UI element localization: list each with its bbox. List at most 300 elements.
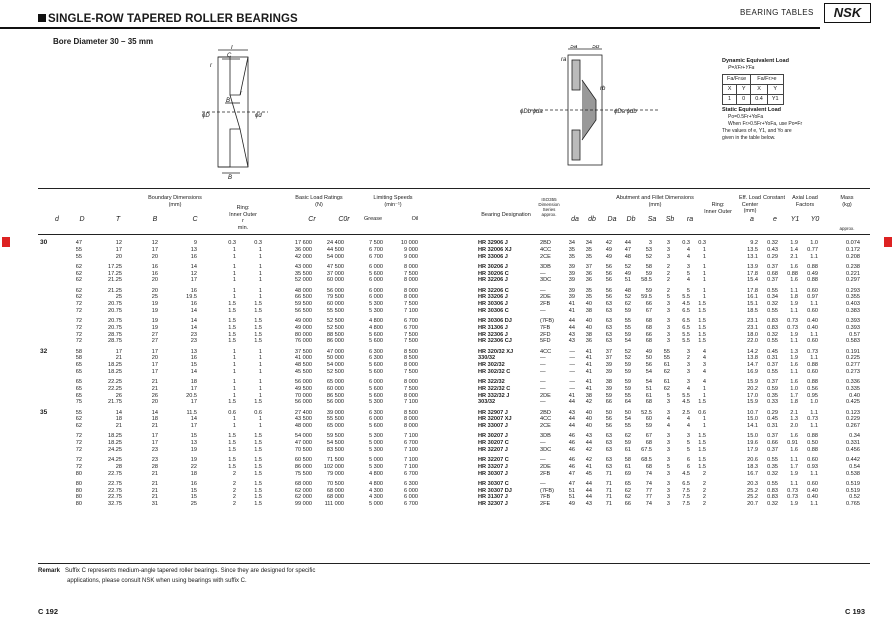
cell-D: 58 <box>75 355 82 362</box>
cell-Sb: 5 <box>666 294 670 301</box>
cell-T: 24.25 <box>108 446 122 453</box>
bearing-designation: HR 32306 CJ <box>478 338 512 345</box>
cell-B: 25 <box>151 294 158 301</box>
cell-a: 14.1 <box>747 423 758 429</box>
cell-o: 7 100 <box>404 457 418 463</box>
cell-Db: 54 <box>624 416 631 423</box>
cell-o: 7 500 <box>404 301 418 307</box>
cell-Y1: 1.9 <box>790 240 798 246</box>
label-T: T <box>230 45 234 51</box>
cell-Sa: 68.5 <box>641 457 652 463</box>
cell-Y0: 0.50 <box>807 440 818 446</box>
cell-ra1: 4 <box>686 416 690 423</box>
cell-db: 43 <box>585 433 592 440</box>
label-rb: rb <box>600 86 606 92</box>
cell-T: 18.25 <box>108 440 122 446</box>
cell-B: 16 <box>151 270 158 277</box>
cell-e: 0.45 <box>767 348 778 355</box>
cell-iso: 2DE <box>540 294 551 301</box>
cell-C0r: 102 000 <box>323 463 344 470</box>
cell-Cr: 99 000 <box>294 501 312 507</box>
cell-a: 25.2 <box>747 494 758 501</box>
bearing-designation: HR 322/32 <box>478 379 505 385</box>
cell-B: 26 <box>151 392 158 399</box>
cell-Y0: 1.1 <box>810 470 818 477</box>
cell-r2: 1 <box>258 270 262 277</box>
cell-Da: 63 <box>605 324 612 331</box>
cell-da: 43 <box>568 409 575 416</box>
cell-D: 62 <box>75 294 82 301</box>
cell-ra1: 3 <box>686 348 690 355</box>
cell-e: 0.55 <box>767 368 778 375</box>
cell-Cr: 56 000 <box>294 379 312 385</box>
bearing-designation: HR 30206 J <box>478 263 508 270</box>
cell-Cr: 49 000 <box>294 324 312 331</box>
cell-m: 0.238 <box>846 263 860 270</box>
cell-C: 9 <box>193 240 197 246</box>
cell-B: 12 <box>151 240 158 246</box>
cell-db: 44 <box>585 494 592 501</box>
bearing-designation: HR 302/32 <box>478 362 505 368</box>
cell-Cr: 17 600 <box>294 240 312 246</box>
cell-e: 0.59 <box>767 385 778 392</box>
cell-e: 0.34 <box>767 294 778 301</box>
cell-D: 62 <box>75 287 82 294</box>
cell-Sa: 68 <box>645 318 652 324</box>
cell-e: 0.37 <box>767 379 778 385</box>
cell-r2: 1.5 <box>254 318 262 324</box>
cell-ra2: 1 <box>702 287 706 294</box>
cell-db: 45 <box>585 470 592 477</box>
bearing-designation: HR 31307 J <box>478 494 508 501</box>
cell-Y1: 1.8 <box>790 294 798 301</box>
cell-Da: 42 <box>605 240 612 246</box>
cell-a: 17.0 <box>747 392 758 399</box>
cell-da: 51 <box>568 487 575 494</box>
cell-Sb: 2 <box>666 270 670 277</box>
cell-db: 40 <box>585 423 592 429</box>
cell-Sb: 3 <box>666 501 670 507</box>
cell-ra2: 1 <box>702 416 706 423</box>
cell-Cr: 49 500 <box>294 385 312 392</box>
cell-o: 8 000 <box>404 294 418 301</box>
cell-B: 14 <box>151 409 158 416</box>
cell-r2: 1 <box>258 263 262 270</box>
cell-a: 19.6 <box>747 440 758 446</box>
cell-T: 22.25 <box>108 385 122 392</box>
cell-Db: 52 <box>624 348 631 355</box>
cell-g: 5 300 <box>369 446 383 453</box>
cell-r2: 1.5 <box>254 324 262 331</box>
cell-g: 5 600 <box>369 385 383 392</box>
cell-r2: 1 <box>258 277 262 284</box>
cell-r2: 1 <box>258 423 262 429</box>
cell-D: 80 <box>75 501 82 507</box>
cell-ra2: 1.5 <box>698 446 706 453</box>
cell-da: 35 <box>568 253 575 260</box>
cell-r1: 1.5 <box>228 331 236 338</box>
bearing-designation: HR 30206 C <box>478 270 509 277</box>
cell-Y0: 1.1 <box>810 409 818 416</box>
cell-B: 20 <box>151 287 158 294</box>
cell-e: 0.35 <box>767 392 778 399</box>
cell-e: 0.32 <box>767 331 778 338</box>
cell-db: 41 <box>585 348 592 355</box>
cell-D: 55 <box>75 246 82 253</box>
cell-Y0: 0.60 <box>807 368 818 375</box>
cell-r2: 1.5 <box>254 331 262 338</box>
cell-Y1: 2.0 <box>790 423 798 429</box>
cell-m: 0.456 <box>846 446 860 453</box>
cell-r1: 2 <box>232 501 236 507</box>
cell-T: 28 <box>115 463 122 470</box>
cell-iso: 2BD <box>540 409 551 416</box>
cell-db: 38 <box>585 331 592 338</box>
cell-T: 18.25 <box>108 368 122 375</box>
cell-g: 4 300 <box>369 494 383 501</box>
cell-m: 0.297 <box>846 277 860 284</box>
cell-Db: 52 <box>624 355 631 362</box>
load-formula: Dynamic Equivalent Load P=XFr+YFa Fa/Fr≤e Fa/Fr>e X Y X Y 1 0 0.4 Y1 Static Equivalent Load Po=0.5Fr+YoFa When Fr>0.5Fr+YoFa, use Po=Fr The values of e, Y1, and Yo are given in the table below. <box>722 58 803 141</box>
cell-da: — <box>569 355 575 362</box>
cell-Sb: 62 <box>663 385 670 392</box>
bearing-designation: HR 32306 J <box>478 331 508 338</box>
bearing-designation: HR 302/32 C <box>478 368 511 375</box>
cell-m: 0.54 <box>849 463 860 470</box>
cell-g: 4 800 <box>369 318 383 324</box>
cell-C0r: 37 000 <box>326 270 344 277</box>
cell-da: 51 <box>568 494 575 501</box>
cell-g: 4 800 <box>369 470 383 477</box>
cell-C: 15 <box>190 494 197 501</box>
cell-Cr: 43 000 <box>294 263 312 270</box>
cell-Y0: 0.40 <box>807 487 818 494</box>
cell-D: 65 <box>75 379 82 385</box>
label-Db: ϕDb ϕda <box>520 109 543 115</box>
cell-g: 5 600 <box>369 423 383 429</box>
cell-Da: 63 <box>605 338 612 345</box>
cell-o: 8 500 <box>404 355 418 362</box>
cell-Cr: 48 000 <box>294 423 312 429</box>
cell-r2: 1.5 <box>254 446 262 453</box>
cell-Cr: 70 500 <box>294 446 312 453</box>
cell-Cr: 59 500 <box>294 301 312 307</box>
cell-iso: 7FB <box>540 494 551 501</box>
cell-D: 62 <box>75 270 82 277</box>
cell-Y0: 1.1 <box>810 301 818 307</box>
cell-r2: 1 <box>258 253 262 260</box>
cell-Sb: 62 <box>663 368 670 375</box>
cell-Da: 56 <box>605 277 612 284</box>
cell-Y1: 1.1 <box>790 338 798 345</box>
cell-iso: — <box>540 368 546 375</box>
cell-T: 20.75 <box>108 318 122 324</box>
cell-r1: 1.5 <box>228 440 236 446</box>
cell-ra1: 4 <box>686 277 690 284</box>
cell-Da: 71 <box>605 494 612 501</box>
col-designation: Bearing Designation <box>481 212 531 218</box>
cell-m: 0.393 <box>846 318 860 324</box>
cell-Sa: 59 <box>645 287 652 294</box>
tab-mark-left <box>2 237 10 247</box>
cell-o: 7 100 <box>404 433 418 440</box>
cell-Sb: 3 <box>666 440 670 446</box>
cell-C0r: 86 000 <box>326 338 344 345</box>
symbol-16: Y1 <box>790 216 800 223</box>
bearing-designation: HR 32207 J <box>478 446 508 453</box>
cell-Sb: 4 <box>666 416 670 423</box>
cell-D: 72 <box>75 440 82 446</box>
cell-Cr: 43 500 <box>294 416 312 423</box>
cell-Y1: 1.6 <box>790 433 798 440</box>
cell-g: 5 000 <box>369 457 383 463</box>
cell-C0r: 60 000 <box>326 385 344 392</box>
cell-iso: 3DB <box>540 433 551 440</box>
cell-r1: 0.6 <box>228 409 236 416</box>
cell-ra2: 2 <box>702 487 706 494</box>
cell-B: 31 <box>151 501 158 507</box>
tab-mark-right <box>884 237 892 247</box>
cell-a: 14.2 <box>747 348 758 355</box>
cell-C0r: 86 500 <box>326 392 344 399</box>
cell-Sa: 58.5 <box>641 277 652 284</box>
cell-T: 22.75 <box>108 480 122 487</box>
cell-e: 0.37 <box>767 263 778 270</box>
label-Da: ϕDa ϕdb <box>614 109 637 115</box>
cell-Db: 51 <box>624 277 631 284</box>
cell-C0r: 65 000 <box>326 423 344 429</box>
cell-C0r: 59 500 <box>326 433 344 440</box>
cell-D: 72 <box>75 307 82 314</box>
cell-B: 27 <box>151 338 158 345</box>
cell-r1: 0.3 <box>228 240 236 246</box>
cell-e: 0.55 <box>767 480 778 487</box>
cell-r1: 1.5 <box>228 446 236 453</box>
cell-iso: — <box>540 385 546 392</box>
cell-ra1: 3 <box>686 263 690 270</box>
cell-m: 0.221 <box>846 270 860 277</box>
cell-iso: 5FD <box>540 338 551 345</box>
cell-Y1: 1.0 <box>790 385 798 392</box>
cell-a: 15.4 <box>747 277 758 284</box>
cell-T: 17.25 <box>108 270 122 277</box>
cell-m: 0.123 <box>846 409 860 416</box>
cell-m: 0.074 <box>846 240 860 246</box>
cell-Da: 71 <box>605 487 612 494</box>
cell-ra2: 1 <box>702 294 706 301</box>
cell-Cr: 47 000 <box>294 440 312 446</box>
cell-m: 0.383 <box>846 307 860 314</box>
symbol-4: C <box>192 216 198 223</box>
cell-iso: 4CC <box>540 348 552 355</box>
cell-C: 18 <box>190 379 197 385</box>
eq-table: Fa/Fr≤e Fa/Fr>e X Y X Y 1 0 0.4 Y1 <box>722 74 784 105</box>
cell-B: 20 <box>151 355 158 362</box>
cell-ra1: 6 <box>686 457 690 463</box>
cell-D: 75 <box>75 399 82 406</box>
cell-B: 21 <box>151 379 158 385</box>
cell-ra2: 1.5 <box>698 457 706 463</box>
cell-C0r: 54 000 <box>326 253 344 260</box>
cell-ra1: 4 <box>686 423 690 429</box>
cell-o: 8 000 <box>404 392 418 399</box>
cell-da: 47 <box>568 470 575 477</box>
col-grease: Grease <box>363 216 383 222</box>
cell-iso: 3DC <box>540 446 552 453</box>
cell-C0r: 52 500 <box>326 324 344 331</box>
cell-Y0: 1.1 <box>810 331 818 338</box>
symbol-14: a <box>750 216 754 223</box>
cell-Db: 59 <box>624 379 631 385</box>
cell-Sa: 58 <box>645 263 652 270</box>
cell-Cr: 45 500 <box>294 368 312 375</box>
cell-g: 6 300 <box>369 355 383 362</box>
cell-C: 17 <box>190 385 197 392</box>
cell-D: 55 <box>75 409 82 416</box>
cell-ra2: 1 <box>702 253 706 260</box>
cell-T: 26 <box>115 392 122 399</box>
cell-Da: 37 <box>605 355 612 362</box>
cell-r2: 1 <box>258 416 262 423</box>
bearing-designation: HR 32907 J <box>478 409 508 416</box>
cell-C0r: 68 000 <box>326 494 344 501</box>
cell-Sb: 3 <box>666 457 670 463</box>
symbol-7: da <box>571 216 579 223</box>
cell-a: 15.0 <box>747 433 758 440</box>
cell-Y1: 0.91 <box>787 440 798 446</box>
cell-Db: 59 <box>624 331 631 338</box>
cell-db: 37 <box>585 263 592 270</box>
cell-r1: 1 <box>232 270 236 277</box>
cell-ra1: 5 <box>686 287 690 294</box>
cell-C: 16 <box>190 287 197 294</box>
cell-Db: 50 <box>624 409 631 416</box>
cell-m: 0.403 <box>846 301 860 307</box>
cell-C0r: 56 000 <box>326 399 344 406</box>
cell-Y1: 2.1 <box>790 253 798 260</box>
page-title: SINGLE-ROW TAPERED ROLLER BEARINGS <box>38 13 298 25</box>
cell-db: 42 <box>585 446 592 453</box>
cell-a: 14.7 <box>747 362 758 368</box>
cell-o: 8 000 <box>404 263 418 270</box>
cell-D: 65 <box>75 385 82 392</box>
bore-35: 35 <box>40 408 48 416</box>
cell-Y1: 0.88 <box>787 270 798 277</box>
cell-Y0: 0.93 <box>807 463 818 470</box>
cell-Sa: 74 <box>645 501 652 507</box>
remark: Remark Suffix C represents medium-angle tapered roller bearings. Since they are designed for specific applications, please consult NSK when using bearings with suffix C. <box>38 568 316 584</box>
label-B: B <box>226 98 231 104</box>
cell-g: 5 300 <box>369 399 383 406</box>
cell-Sa: 50 <box>645 355 652 362</box>
bearing-designation: HR 32006 XJ <box>478 246 512 253</box>
col-abut-ring: Ring: Inner Outer <box>704 202 732 215</box>
cell-ra2: 4 <box>702 348 706 355</box>
cell-Y0: 1.1 <box>810 355 818 362</box>
bearing-designation: HR 31306 J <box>478 324 508 331</box>
cell-T: 28.75 <box>108 331 122 338</box>
cell-a: 20.6 <box>747 457 758 463</box>
cell-Cr: 80 000 <box>294 331 312 338</box>
cell-Cr: 49 000 <box>294 318 312 324</box>
cell-Db: 52 <box>624 294 631 301</box>
cell-ra2: 2 <box>702 501 706 507</box>
cell-db: 38 <box>585 307 592 314</box>
cell-C: 14 <box>190 324 197 331</box>
cell-T: 14 <box>115 409 122 416</box>
cell-r2: 1.5 <box>254 463 262 470</box>
cell-T: 22.25 <box>108 379 122 385</box>
cell-Da: 59 <box>605 392 612 399</box>
cell-Sb: 3 <box>666 318 670 324</box>
cell-ra1: 5 <box>686 440 690 446</box>
cell-Sa: 59.5 <box>641 294 652 301</box>
cell-Sa: 68 <box>645 324 652 331</box>
cell-ra1: 6.5 <box>682 307 690 314</box>
cell-Sa: 54 <box>645 368 652 375</box>
page-number-left: C 192 <box>38 607 59 616</box>
cell-T: 22.75 <box>108 487 122 494</box>
cell-Y0: 0.60 <box>807 457 818 463</box>
cell-Db: 48 <box>624 287 631 294</box>
cell-m: 0.538 <box>846 470 860 477</box>
cell-Y1: 0.73 <box>787 487 798 494</box>
cell-B: 19 <box>151 324 158 331</box>
cell-r1: 1 <box>232 287 236 294</box>
cell-da: 39 <box>568 270 575 277</box>
cell-db: 35 <box>585 287 592 294</box>
cell-db: 44 <box>585 480 592 487</box>
label-d: ϕd <box>255 113 262 119</box>
cell-m: 0.277 <box>846 362 860 368</box>
bearing-designation: HR 30306 C <box>478 307 509 314</box>
cell-da: 39 <box>568 287 575 294</box>
cell-T: 21 <box>115 423 122 429</box>
cell-C0r: 65 000 <box>326 379 344 385</box>
cell-B: 21 <box>151 480 158 487</box>
cell-m: 0.393 <box>846 324 860 331</box>
cell-a: 17.9 <box>747 446 758 453</box>
cell-C: 18 <box>190 470 197 477</box>
cell-a: 23.1 <box>747 324 758 331</box>
cell-B: 20 <box>151 399 158 406</box>
bearing-designation: HR 30306 DJ <box>478 318 512 324</box>
cell-D: 55 <box>75 253 82 260</box>
cell-T: 18 <box>115 416 122 423</box>
cell-B: 23 <box>151 457 158 463</box>
cell-ra1: 6.5 <box>682 318 690 324</box>
cell-Sb: 3 <box>666 446 670 453</box>
cell-Da: 71 <box>605 501 612 507</box>
cell-r2: 1 <box>258 287 262 294</box>
cell-da: 44 <box>568 416 575 423</box>
cell-Cr: 56 000 <box>294 399 312 406</box>
cell-Db: 54 <box>624 338 631 345</box>
col-mass: Mass (kg) <box>840 195 854 208</box>
cell-e: 0.37 <box>767 433 778 440</box>
cell-C0r: 52 500 <box>326 318 344 324</box>
cell-Sb: 3 <box>666 433 670 440</box>
cell-Da: 63 <box>605 331 612 338</box>
cell-da: 44 <box>568 399 575 406</box>
cell-B: 19 <box>151 318 158 324</box>
cell-db: 40 <box>585 409 592 416</box>
cell-T: 28.75 <box>108 338 122 345</box>
cell-Y1: 1.6 <box>790 362 798 368</box>
cell-B: 17 <box>151 433 158 440</box>
col-mass-note: approx. <box>839 226 855 231</box>
cell-Y0: 1.0 <box>810 240 818 246</box>
